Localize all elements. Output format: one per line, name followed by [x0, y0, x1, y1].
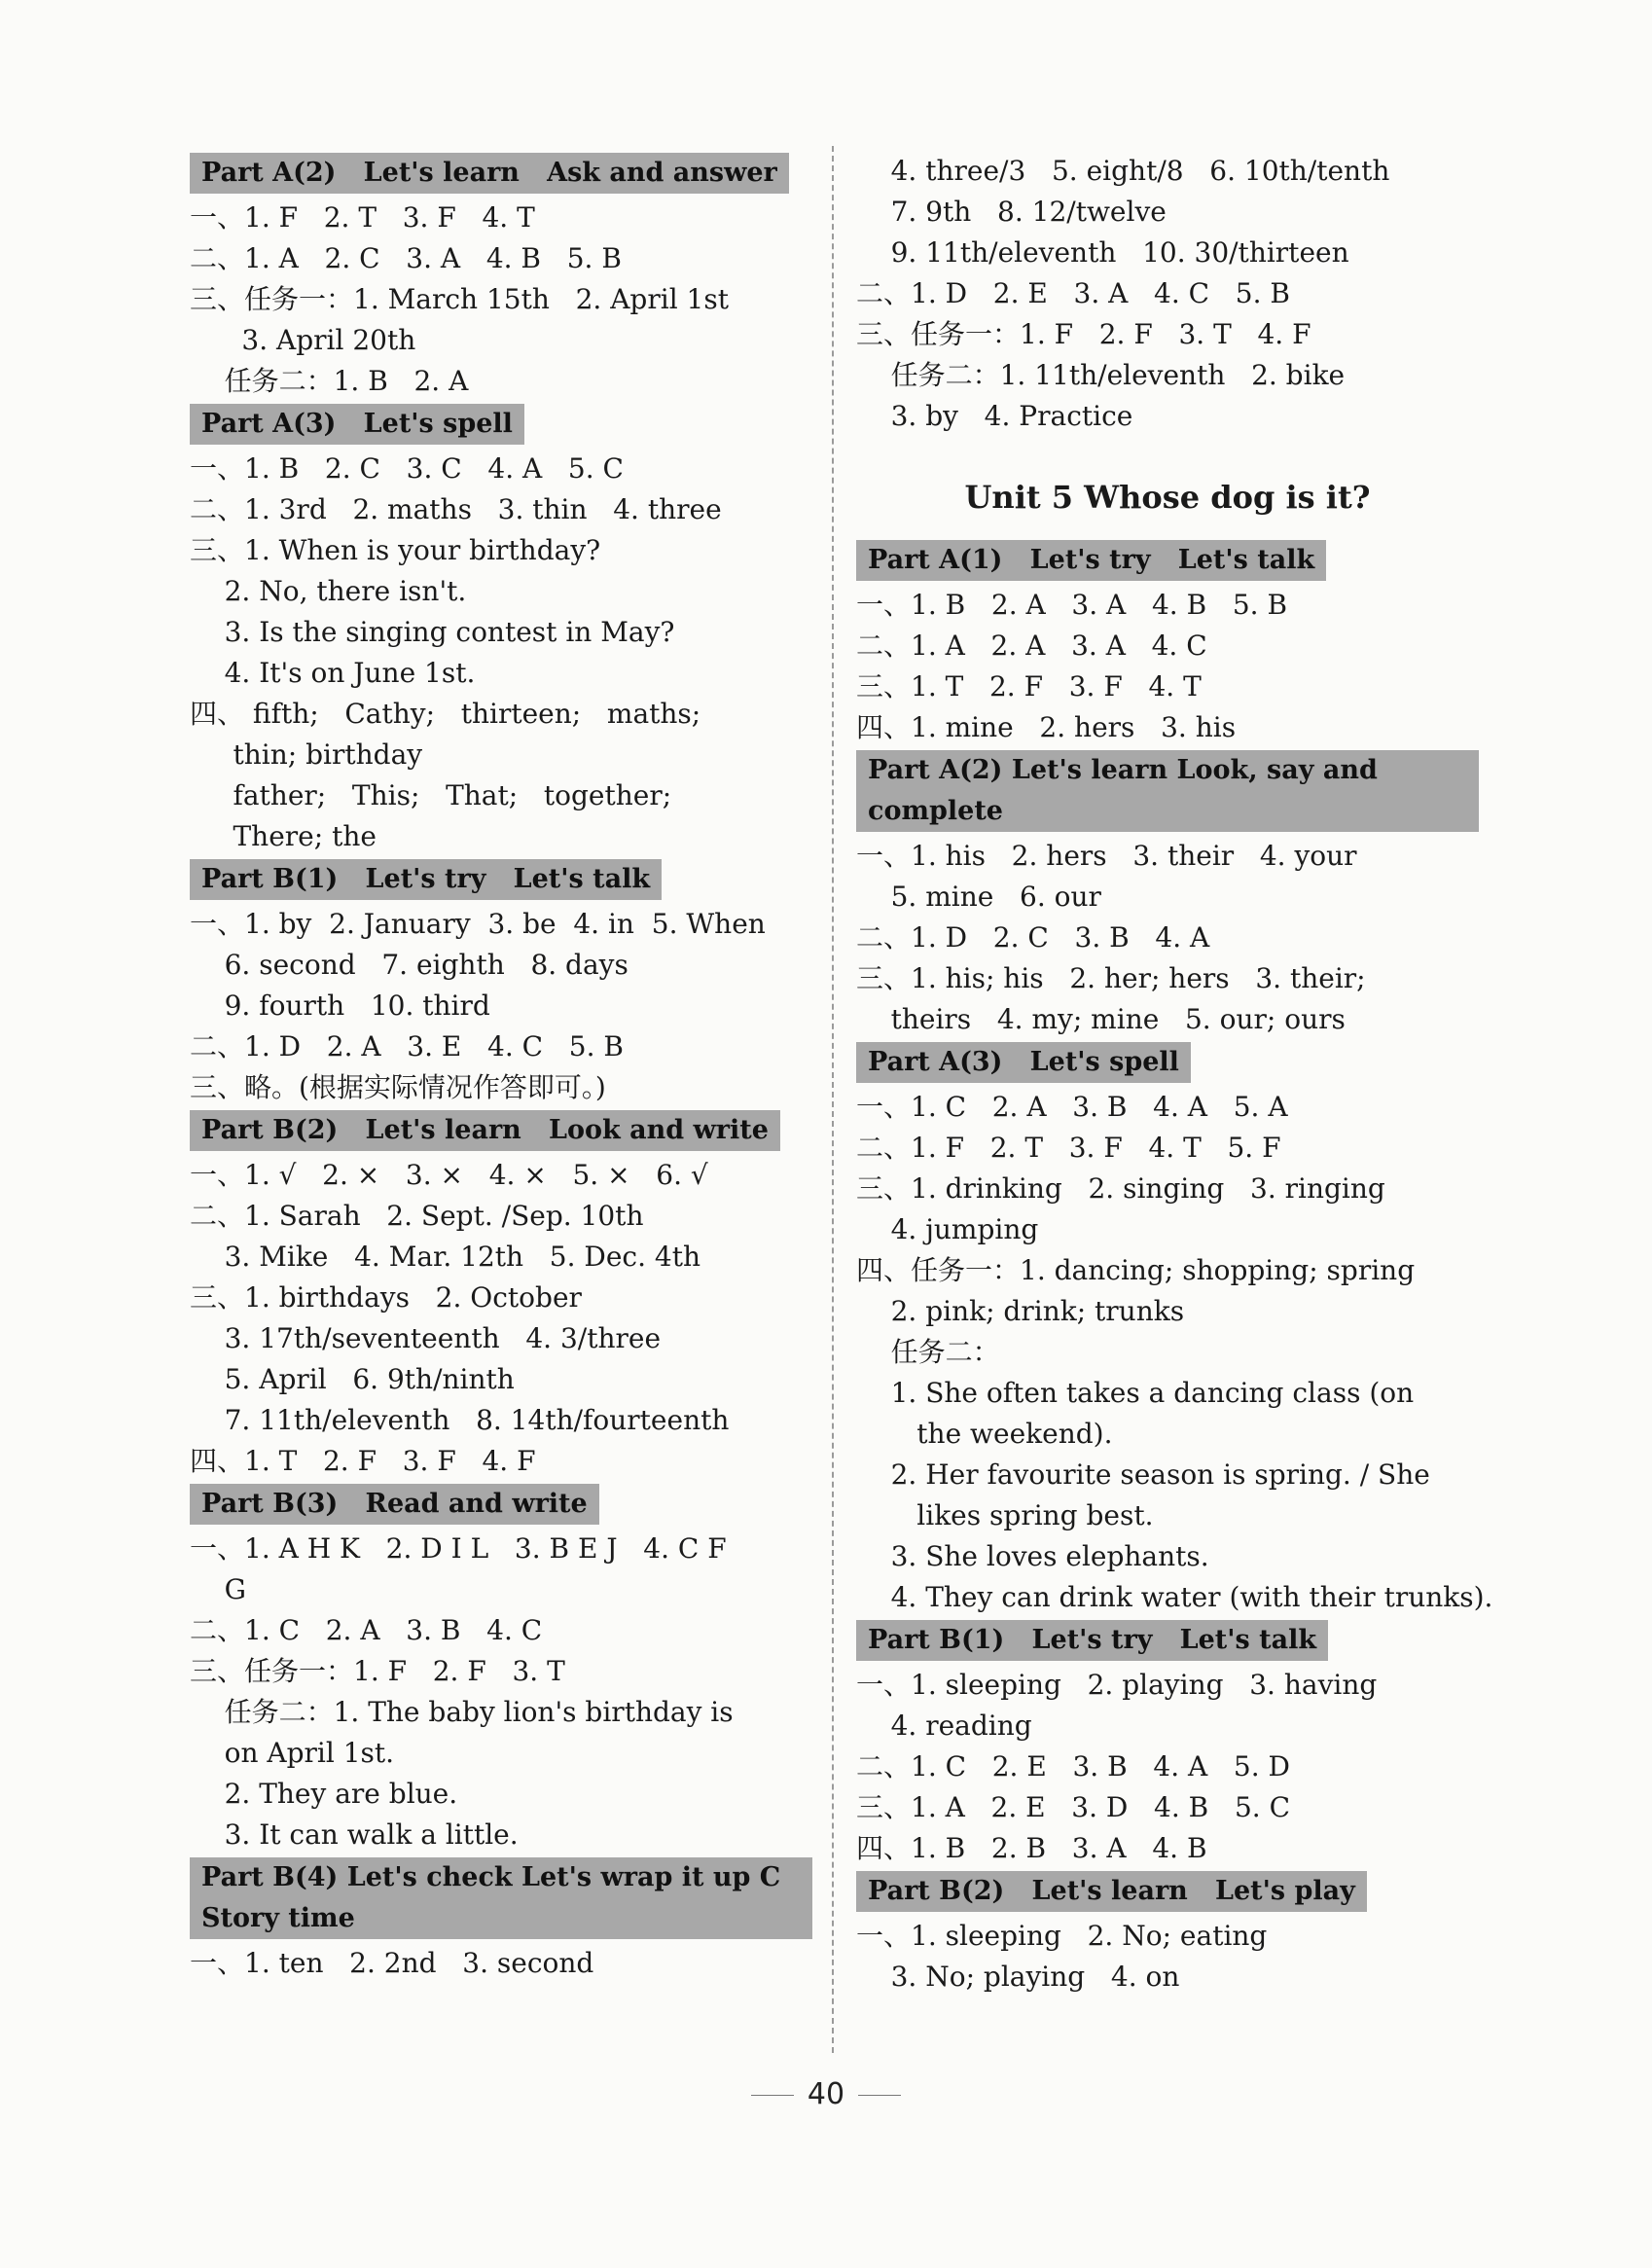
section-header-row: [190, 1482, 812, 1529]
answer-line: on April 1st.: [190, 1737, 395, 1769]
answer-line: 一、1. his 2. hers 3. their 4. your: [856, 840, 1357, 872]
answer-line: 3. It can walk a little.: [190, 1818, 519, 1851]
answer-line: 一、1. B 2. C 3. C 4. A 5. C: [190, 452, 624, 485]
answer-line: 1. She often takes a dancing class (on: [856, 1377, 1415, 1409]
answer-line: 9. 11th/eleventh 10. 30/thirteen: [856, 236, 1349, 269]
section-header-row: [190, 402, 812, 449]
answer-line: the weekend).: [856, 1418, 1113, 1450]
section-header: Part A(3) Let's spell: [856, 1042, 1191, 1083]
answer-line: 二、1. C 2. A 3. B 4. C: [190, 1614, 543, 1646]
section-header: Part A(1) Let's try Let's talk: [856, 540, 1326, 581]
answer-line: 三、1. his; his 2. her; hers 3. their;: [856, 962, 1366, 994]
answer-line: 3. Is the singing contest in May?: [190, 616, 675, 648]
answer-line: 三、1. birthdays 2. October: [190, 1281, 582, 1314]
answer-line: 2. pink; drink; trunks: [856, 1295, 1185, 1327]
page-number: 40: [807, 2077, 845, 2111]
answer-line: 二、1. D 2. E 3. A 4. C 5. B: [856, 277, 1290, 309]
answer-line: 3. April 20th: [190, 324, 416, 356]
answer-line: 3. No; playing 4. on: [856, 1961, 1180, 1993]
answer-line: 一、1. sleeping 2. playing 3. having: [856, 1669, 1378, 1701]
answer-line: 二、1. Sarah 2. Sept. /Sep. 10th: [190, 1200, 644, 1232]
answer-line: 四、1. T 2. F 3. F 4. F: [190, 1445, 536, 1477]
section-header-row: [856, 1869, 1479, 1916]
answer-line: 三、1. T 2. F 3. F 4. T: [856, 670, 1202, 702]
answer-line: 3. She loves elephants.: [856, 1540, 1209, 1572]
answer-line: 4. They can drink water (with their trunks).: [856, 1581, 1493, 1613]
answer-line: 7. 9th 8. 12/twelve: [856, 196, 1167, 228]
answer-line: 2. Her favourite season is spring. / She: [856, 1458, 1430, 1491]
section-header: Part A(2) Let's learn Look, say and complete: [856, 750, 1479, 832]
section-header: Part B(4) Let's check Let's wrap it up C Story time: [190, 1857, 812, 1939]
section-header: Part B(1) Let's try Let's talk: [190, 859, 662, 900]
answer-line: 三、任务一：1. March 15th 2. April 1st: [190, 283, 729, 315]
answer-line: 二、1. A 2. C 3. A 4. B 5. B: [190, 242, 622, 274]
answer-line: 一、1. A H K 2. D I L 3. B E J 4. C F: [190, 1532, 727, 1565]
answer-line: 四、 fifth; Cathy; thirteen; maths;: [190, 698, 701, 730]
answer-line: 任务二：1. B 2. A: [190, 365, 469, 397]
answer-line: 二、1. F 2. T 3. F 4. T 5. F: [856, 1132, 1281, 1164]
answer-line: 二、1. D 2. A 3. E 4. C 5. B: [190, 1030, 624, 1062]
answer-line: 二、1. 3rd 2. maths 3. thin 4. three: [190, 493, 722, 525]
answer-line: 一、1. √ 2. × 3. × 4. × 5. × 6. √: [190, 1159, 708, 1191]
answer-line: 四、任务一：1. dancing; shopping; spring: [856, 1254, 1416, 1286]
answer-line: 4. jumping: [856, 1213, 1039, 1245]
section-header: Part A(3) Let's spell: [190, 404, 524, 445]
answer-line: 一、1. C 2. A 3. B 4. A 5. A: [856, 1091, 1288, 1123]
page-number-footer: [0, 2077, 1652, 2111]
answer-line: 9. fourth 10. third: [190, 990, 490, 1022]
answer-line: 6. second 7. eighth 8. days: [190, 949, 628, 981]
answer-line: 任务二：1. 11th/eleventh 2. bike: [856, 359, 1346, 391]
answer-line: 四、1. mine 2. hers 3. his: [856, 711, 1237, 743]
answer-line: 一、1. ten 2. 2nd 3. second: [190, 1947, 594, 1979]
answer-line: 4. It's on June 1st.: [190, 657, 476, 689]
answer-line: 四、1. B 2. B 3. A 4. B: [856, 1832, 1207, 1864]
answer-line: 二、1. D 2. C 3. B 4. A: [856, 921, 1210, 954]
answer-line: 一、1. sleeping 2. No; eating: [856, 1920, 1268, 1952]
answer-line: 任务二：: [856, 1336, 1000, 1368]
answer-line: 一、1. B 2. A 3. A 4. B 5. B: [856, 589, 1288, 621]
section-header-row: [190, 857, 812, 904]
answer-line: 三、略。(根据实际情况作答即可。): [190, 1071, 606, 1103]
answer-line: 一、1. F 2. T 3. F 4. T: [190, 201, 535, 234]
answer-line: 3. Mike 4. Mar. 12th 5. Dec. 4th: [190, 1241, 700, 1273]
answer-line: theirs 4. my; mine 5. our; ours: [856, 1003, 1346, 1035]
section-header: Part B(3) Read and write: [190, 1484, 599, 1525]
answer-line: 任务二：1. The baby lion's birthday is: [190, 1696, 734, 1728]
answer-line: 2. No, there isn't.: [190, 575, 467, 607]
answer-line: likes spring best.: [856, 1499, 1154, 1531]
answer-line: 3. by 4. Practice: [856, 400, 1133, 432]
answer-line: 2. They are blue.: [190, 1778, 458, 1810]
right-column: [856, 151, 1493, 1998]
answer-line: 二、1. A 2. A 3. A 4. C: [856, 630, 1207, 662]
section-header-row: [190, 1108, 812, 1155]
answer-line: 三、1. drinking 2. singing 3. ringing: [856, 1172, 1385, 1205]
answer-line: 5. April 6. 9th/ninth: [190, 1363, 515, 1395]
answer-line: 三、1. When is your birthday?: [190, 534, 601, 566]
answer-line: 4. reading: [856, 1710, 1032, 1742]
left-column: [190, 151, 812, 1984]
section-header-row: [856, 1040, 1479, 1087]
section-header: Part B(2) Let's learn Look and write: [190, 1110, 780, 1151]
answer-line: 7. 11th/eleventh 8. 14th/fourteenth: [190, 1404, 730, 1436]
answer-line: 3. 17th/seventeenth 4. 3/three: [190, 1322, 662, 1354]
column-divider: [832, 146, 834, 2053]
answer-line: 三、1. A 2. E 3. D 4. B 5. C: [856, 1791, 1290, 1823]
answer-line: father; This; That; together;: [190, 779, 672, 811]
answer-line: 一、1. by 2. January 3. be 4. in 5. When: [190, 908, 766, 940]
section-header: Part B(1) Let's try Let's talk: [856, 1620, 1328, 1661]
section-header: Part A(2) Let's learn Ask and answer: [190, 153, 789, 194]
section-header: Part B(2) Let's learn Let's play: [856, 1871, 1367, 1912]
answer-line: 三、任务一：1. F 2. F 3. T 4. F: [856, 318, 1311, 350]
answer-line: 三、任务一：1. F 2. F 3. T: [190, 1655, 565, 1687]
answer-line: 4. three/3 5. eight/8 6. 10th/tenth: [856, 155, 1390, 187]
answer-line: thin; birthday: [190, 738, 423, 771]
answer-line: 5. mine 6. our: [856, 881, 1101, 913]
section-header-row: [190, 151, 812, 198]
answer-line: There; the: [190, 820, 377, 852]
answer-line: 二、1. C 2. E 3. B 4. A 5. D: [856, 1750, 1290, 1782]
answer-line: G: [190, 1573, 246, 1605]
section-header-row: [856, 538, 1479, 585]
section-header-row: [856, 1618, 1479, 1665]
unit-title: Unit 5 Whose dog is it?: [964, 479, 1371, 516]
